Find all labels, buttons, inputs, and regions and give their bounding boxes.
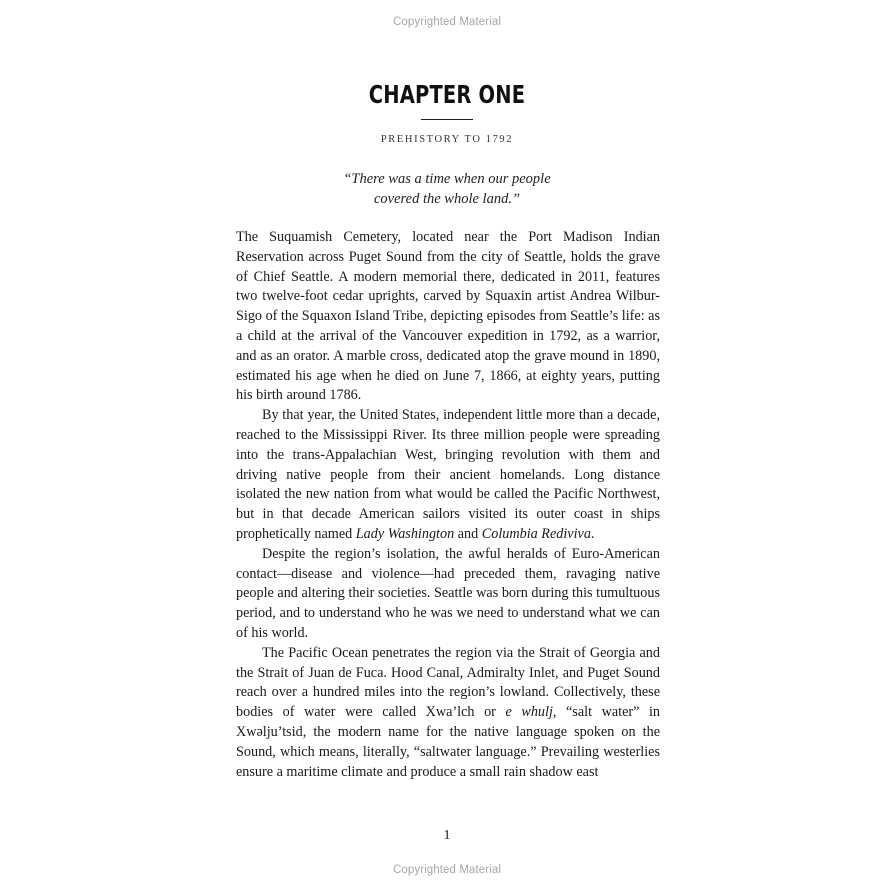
page-number: 1 bbox=[443, 828, 451, 843]
paragraph-1: The Suquamish Cemetery, located near the Port Madison Indian Reservation across Puget Sound from the city of Seattle, holds the grave of Chief Seattle. A modern memorial there, dedicated in 2011, features two twelve-foot cedar uprights, carved by Squaxin artist Andrea Wilbur-Sigo of the Squaxon Island Tribe, depicting episodes from Seattle’s life: as a child at the arrival of the Vancouver expedition in 1792, as a warrior, and as an orator. A marble cross, dedicated atop the grave mound in 1890, estimated his age when he died on June 7, 1866, at eighty years, putting his birth around 1786. bbox=[236, 229, 660, 404]
ship-name-columbia-rediviva: Columbia Rediviva bbox=[481, 525, 591, 542]
title-divider bbox=[421, 119, 473, 120]
paragraph-2-conjunction: and bbox=[454, 525, 482, 542]
chapter-subtitle: PREHISTORY TO 1792 bbox=[380, 134, 514, 145]
chapter-title: CHAPTER ONE bbox=[368, 80, 526, 109]
chapter-body bbox=[236, 228, 660, 782]
epigraph-line-2: covered the whole land.” bbox=[373, 190, 521, 207]
copyright-watermark-bottom: Copyrighted Material bbox=[392, 864, 502, 876]
epigraph-line-1: “There was a time when our people bbox=[343, 171, 551, 187]
epigraph bbox=[0, 170, 894, 209]
paragraph-4 bbox=[236, 644, 660, 783]
paragraph-4-text-a: The Pacific Ocean penetrates the region via the Strait of Georgia and the Strait of Juan de Fuca. Hood Canal, Admiralty Inlet, and Puget Sound reach over a hundred miles into the region’s lowland. Collectively, these bodies of water were called Xwa’lch or bbox=[236, 644, 660, 721]
paragraph-2 bbox=[236, 406, 660, 545]
paragraph-2-text: By that year, the United States, independent little more than a decade, reached to the Mississippi River. Its three million people were spreading into the trans-Appalachian West, bringing revolution with them and driving native people from their ancient homelands. Long distance isolated the new nation from what would be called the Pacific Northwest, but in that decade American sailors visited its outer coast in ships prophetically named bbox=[236, 407, 660, 542]
ship-name-lady-washington: Lady Washington bbox=[355, 525, 455, 542]
copyright-watermark-top: Copyrighted Material bbox=[392, 16, 502, 28]
paragraph-3: Despite the region’s isolation, the awful heralds of Euro-American contact—disease and violence—had preceded them, ravaging native people and altering their societies. Seattle was born during this tumultuous period, and to understand who he was we need to understand what we can of his world. bbox=[236, 545, 660, 641]
paragraph-4-text-b: , “salt water” in Xwəlju’tsid, the modern name for the native language spoken on the Sound, which means, literally, “saltwater language.” Prevailing westerlies ensure a maritime climate and produce a small rain shadow east bbox=[236, 704, 660, 780]
paragraph-2-end: . bbox=[590, 525, 595, 542]
term-e-whulj: e whulj bbox=[505, 704, 553, 721]
